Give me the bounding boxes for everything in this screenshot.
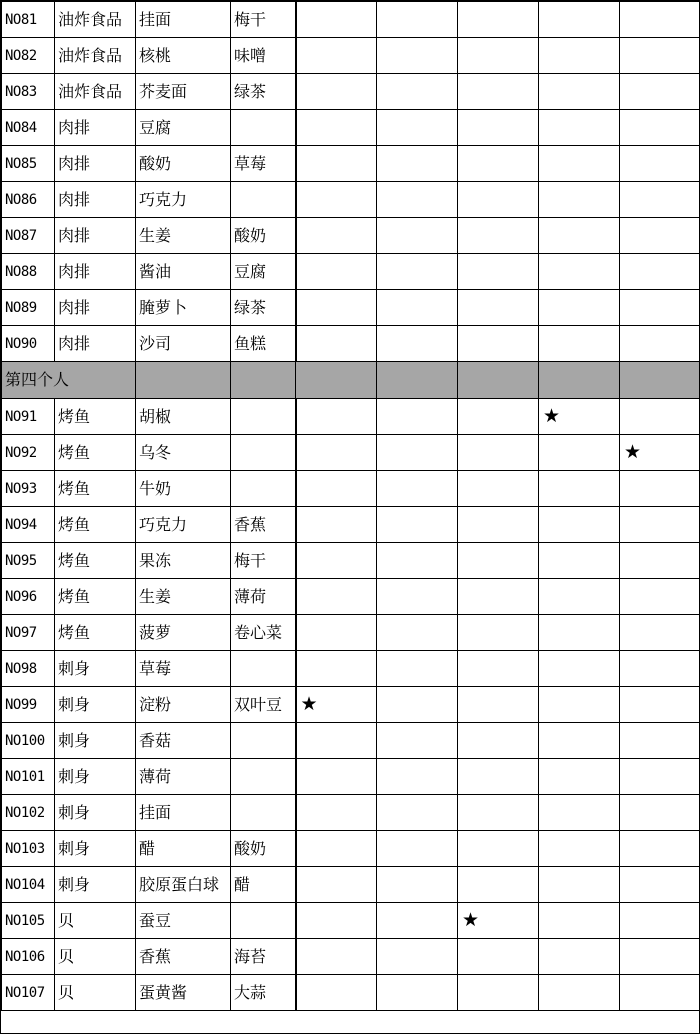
item-cell: 香菇 <box>136 723 231 759</box>
mark-cell <box>539 435 620 471</box>
table-row <box>2 2 700 38</box>
mark-cell <box>296 254 377 290</box>
item-extra-cell <box>231 795 296 831</box>
row-id-cell: NO83 <box>2 74 55 110</box>
item-cell: 乌冬 <box>136 435 231 471</box>
row-id-cell: NO92 <box>2 435 55 471</box>
mark-cell <box>377 38 458 74</box>
star-icon: ★ <box>543 405 561 427</box>
mark-cell <box>539 507 620 543</box>
category-cell: 肉排 <box>55 218 136 254</box>
mark-cell <box>296 471 377 507</box>
table-row <box>2 903 700 939</box>
mark-cell <box>539 723 620 759</box>
item-extra-cell: 酸奶 <box>231 831 296 867</box>
mark-cell <box>539 254 620 290</box>
table-row <box>2 939 700 975</box>
mark-cell <box>458 831 539 867</box>
item-extra-cell <box>231 903 296 939</box>
mark-cell <box>377 903 458 939</box>
mark-cell <box>377 218 458 254</box>
section-cell <box>231 362 296 399</box>
mark-cell <box>620 290 700 326</box>
table-row <box>2 326 700 362</box>
mark-cell <box>296 687 377 723</box>
mark-cell <box>296 903 377 939</box>
category-cell: 刺身 <box>55 687 136 723</box>
mark-cell <box>296 507 377 543</box>
item-extra-cell: 豆腐 <box>231 254 296 290</box>
mark-cell <box>620 939 700 975</box>
item-cell: 巧克力 <box>136 182 231 218</box>
category-cell: 贝 <box>55 939 136 975</box>
row-id-cell: NO90 <box>2 326 55 362</box>
row-id-cell: NO107 <box>2 975 55 1011</box>
section-cell <box>620 362 700 399</box>
category-cell: 烤鱼 <box>55 543 136 579</box>
mark-cell <box>620 326 700 362</box>
mark-cell <box>620 2 700 38</box>
mark-cell <box>296 399 377 435</box>
item-extra-cell: 绿茶 <box>231 74 296 110</box>
mark-cell <box>296 74 377 110</box>
item-extra-cell: 鱼糕 <box>231 326 296 362</box>
mark-cell <box>377 471 458 507</box>
item-extra-cell: 醋 <box>231 867 296 903</box>
category-cell: 烤鱼 <box>55 507 136 543</box>
mark-cell <box>620 399 700 435</box>
category-cell: 贝 <box>55 975 136 1011</box>
mark-cell <box>620 507 700 543</box>
item-extra-cell: 香蕉 <box>231 507 296 543</box>
item-extra-cell: 梅干 <box>231 2 296 38</box>
mark-cell <box>377 543 458 579</box>
star-icon: ★ <box>462 909 480 931</box>
mark-cell <box>377 290 458 326</box>
mark-cell <box>377 254 458 290</box>
section-label: 第四个人 <box>2 362 136 399</box>
mark-cell <box>620 110 700 146</box>
item-extra-cell: 绿茶 <box>231 290 296 326</box>
item-cell: 果冻 <box>136 543 231 579</box>
mark-cell <box>296 326 377 362</box>
mark-cell <box>458 146 539 182</box>
category-cell: 肉排 <box>55 110 136 146</box>
mark-cell <box>458 74 539 110</box>
row-id-cell: NO100 <box>2 723 55 759</box>
mark-cell <box>539 651 620 687</box>
table-row <box>2 867 700 903</box>
row-id-cell: NO82 <box>2 38 55 74</box>
item-extra-cell: 卷心菜 <box>231 615 296 651</box>
mark-cell <box>377 74 458 110</box>
category-cell: 刺身 <box>55 759 136 795</box>
row-id-cell: NO98 <box>2 651 55 687</box>
mark-cell <box>458 867 539 903</box>
mark-cell <box>539 615 620 651</box>
mark-cell <box>296 110 377 146</box>
row-id-cell: NO93 <box>2 471 55 507</box>
mark-cell <box>377 579 458 615</box>
category-cell: 刺身 <box>55 651 136 687</box>
row-id-cell: NO99 <box>2 687 55 723</box>
mark-cell <box>458 254 539 290</box>
mark-cell <box>377 687 458 723</box>
table-row <box>2 759 700 795</box>
mark-cell <box>539 326 620 362</box>
mark-cell <box>539 399 620 435</box>
mark-cell <box>539 795 620 831</box>
row-id-cell: NO102 <box>2 795 55 831</box>
category-cell: 烤鱼 <box>55 615 136 651</box>
mark-cell <box>620 38 700 74</box>
category-cell: 烤鱼 <box>55 471 136 507</box>
mark-cell <box>539 182 620 218</box>
item-extra-cell <box>231 723 296 759</box>
mark-cell <box>377 867 458 903</box>
item-cell: 淀粉 <box>136 687 231 723</box>
section-cell <box>377 362 458 399</box>
mark-cell <box>620 651 700 687</box>
mark-cell <box>377 615 458 651</box>
item-cell: 豆腐 <box>136 110 231 146</box>
mark-cell <box>458 507 539 543</box>
section-cell <box>539 362 620 399</box>
table-row <box>2 146 700 182</box>
row-id-cell: NO91 <box>2 399 55 435</box>
mark-cell <box>620 182 700 218</box>
table-row <box>2 38 700 74</box>
mark-cell <box>539 146 620 182</box>
mark-cell <box>620 74 700 110</box>
mark-cell <box>620 146 700 182</box>
mark-cell <box>458 615 539 651</box>
item-cell: 蚕豆 <box>136 903 231 939</box>
item-cell: 胶原蛋白球 <box>136 867 231 903</box>
item-extra-cell: 酸奶 <box>231 218 296 254</box>
mark-cell <box>620 579 700 615</box>
table-row <box>2 507 700 543</box>
mark-cell <box>539 687 620 723</box>
item-cell: 芥麦面 <box>136 74 231 110</box>
table-body <box>2 2 700 1011</box>
mark-cell <box>620 471 700 507</box>
mark-cell <box>296 651 377 687</box>
mark-cell <box>458 939 539 975</box>
mark-cell <box>296 435 377 471</box>
mark-cell <box>296 2 377 38</box>
row-id-cell: NO95 <box>2 543 55 579</box>
row-id-cell: NO104 <box>2 867 55 903</box>
mark-cell <box>296 723 377 759</box>
mark-cell <box>296 543 377 579</box>
mark-cell <box>458 326 539 362</box>
mark-cell <box>620 723 700 759</box>
star-icon: ★ <box>624 441 642 463</box>
table-row <box>2 435 700 471</box>
section-cell <box>458 362 539 399</box>
section-cell <box>296 362 377 399</box>
row-id-cell: NO101 <box>2 759 55 795</box>
mark-cell <box>377 146 458 182</box>
table-row <box>2 831 700 867</box>
mark-cell <box>539 759 620 795</box>
mark-cell <box>377 759 458 795</box>
item-extra-cell <box>231 182 296 218</box>
mark-cell <box>458 795 539 831</box>
category-cell: 刺身 <box>55 723 136 759</box>
category-cell: 烤鱼 <box>55 579 136 615</box>
item-extra-cell <box>231 651 296 687</box>
table-row <box>2 290 700 326</box>
row-id-cell: NO88 <box>2 254 55 290</box>
mark-cell <box>539 975 620 1011</box>
mark-cell <box>539 218 620 254</box>
mark-cell <box>296 831 377 867</box>
item-extra-cell: 大蒜 <box>231 975 296 1011</box>
mark-cell <box>377 2 458 38</box>
mark-cell <box>620 435 700 471</box>
mark-cell <box>377 110 458 146</box>
mark-cell <box>296 182 377 218</box>
mark-cell <box>377 975 458 1011</box>
star-icon: ★ <box>300 693 318 715</box>
category-cell: 肉排 <box>55 326 136 362</box>
mark-cell <box>296 38 377 74</box>
category-cell: 肉排 <box>55 290 136 326</box>
mark-cell <box>458 759 539 795</box>
item-cell: 草莓 <box>136 651 231 687</box>
item-cell: 菠萝 <box>136 615 231 651</box>
mark-cell <box>458 182 539 218</box>
item-cell: 醋 <box>136 831 231 867</box>
row-id-cell: NO105 <box>2 903 55 939</box>
item-cell: 生姜 <box>136 579 231 615</box>
mark-cell <box>539 38 620 74</box>
item-extra-cell <box>231 399 296 435</box>
mark-cell <box>620 795 700 831</box>
mark-cell <box>296 218 377 254</box>
item-extra-cell: 梅干 <box>231 543 296 579</box>
mark-cell <box>458 687 539 723</box>
table-row <box>2 687 700 723</box>
row-id-cell: NO103 <box>2 831 55 867</box>
item-extra-cell <box>231 471 296 507</box>
item-extra-cell: 薄荷 <box>231 579 296 615</box>
mark-cell <box>458 903 539 939</box>
category-cell: 烤鱼 <box>55 399 136 435</box>
mark-cell <box>377 435 458 471</box>
item-cell: 沙司 <box>136 326 231 362</box>
mark-cell <box>458 38 539 74</box>
mark-cell <box>296 146 377 182</box>
table-row <box>2 795 700 831</box>
mark-cell <box>377 399 458 435</box>
row-id-cell: NO94 <box>2 507 55 543</box>
mark-cell <box>377 182 458 218</box>
category-cell: 油炸食品 <box>55 2 136 38</box>
category-cell: 刺身 <box>55 867 136 903</box>
mark-cell <box>539 290 620 326</box>
mark-cell <box>539 939 620 975</box>
mark-cell <box>458 435 539 471</box>
item-cell: 牛奶 <box>136 471 231 507</box>
category-cell: 肉排 <box>55 182 136 218</box>
section-header-row <box>2 362 700 399</box>
mark-cell <box>539 110 620 146</box>
mark-cell <box>620 254 700 290</box>
item-extra-cell: 味噌 <box>231 38 296 74</box>
mark-cell <box>377 507 458 543</box>
category-cell: 油炸食品 <box>55 38 136 74</box>
mark-cell <box>458 399 539 435</box>
mark-cell <box>458 975 539 1011</box>
item-cell: 腌萝卜 <box>136 290 231 326</box>
mark-cell <box>458 543 539 579</box>
table-row <box>2 399 700 435</box>
mark-cell <box>620 903 700 939</box>
table-row <box>2 543 700 579</box>
mark-cell <box>620 543 700 579</box>
table-row <box>2 975 700 1011</box>
row-id-cell: NO81 <box>2 2 55 38</box>
mark-cell <box>620 687 700 723</box>
mark-cell <box>620 975 700 1011</box>
item-cell: 巧克力 <box>136 507 231 543</box>
table-row <box>2 651 700 687</box>
mark-cell <box>377 939 458 975</box>
table-row <box>2 110 700 146</box>
row-id-cell: NO97 <box>2 615 55 651</box>
row-id-cell: NO87 <box>2 218 55 254</box>
mark-cell <box>377 651 458 687</box>
row-id-cell: NO106 <box>2 939 55 975</box>
category-cell: 贝 <box>55 903 136 939</box>
food-table <box>1 1 700 1011</box>
item-cell: 挂面 <box>136 795 231 831</box>
item-extra-cell: 双叶豆 <box>231 687 296 723</box>
item-cell: 核桃 <box>136 38 231 74</box>
mark-cell <box>458 290 539 326</box>
mark-cell <box>296 579 377 615</box>
mark-cell <box>296 290 377 326</box>
mark-cell <box>539 74 620 110</box>
mark-cell <box>620 218 700 254</box>
mark-cell <box>458 2 539 38</box>
mark-cell <box>296 867 377 903</box>
row-id-cell: NO96 <box>2 579 55 615</box>
item-cell: 酱油 <box>136 254 231 290</box>
mark-cell <box>620 831 700 867</box>
section-cell <box>136 362 231 399</box>
category-cell: 烤鱼 <box>55 435 136 471</box>
mark-cell <box>458 651 539 687</box>
mark-cell <box>539 831 620 867</box>
row-id-cell: NO89 <box>2 290 55 326</box>
mark-cell <box>377 326 458 362</box>
mark-cell <box>458 110 539 146</box>
item-extra-cell <box>231 759 296 795</box>
item-extra-cell: 草莓 <box>231 146 296 182</box>
table-row <box>2 615 700 651</box>
item-cell: 生姜 <box>136 218 231 254</box>
item-cell: 酸奶 <box>136 146 231 182</box>
item-extra-cell <box>231 110 296 146</box>
category-cell: 油炸食品 <box>55 74 136 110</box>
mark-cell <box>296 759 377 795</box>
item-cell: 薄荷 <box>136 759 231 795</box>
row-id-cell: NO84 <box>2 110 55 146</box>
mark-cell <box>296 795 377 831</box>
item-cell: 香蕉 <box>136 939 231 975</box>
mark-cell <box>458 218 539 254</box>
mark-cell <box>539 543 620 579</box>
item-cell: 蛋黄酱 <box>136 975 231 1011</box>
table-row <box>2 723 700 759</box>
category-cell: 刺身 <box>55 795 136 831</box>
mark-cell <box>296 615 377 651</box>
item-extra-cell <box>231 435 296 471</box>
mark-cell <box>539 903 620 939</box>
mark-cell <box>296 975 377 1011</box>
mark-cell <box>539 471 620 507</box>
table-row <box>2 74 700 110</box>
category-cell: 肉排 <box>55 146 136 182</box>
mark-cell <box>620 867 700 903</box>
table-row <box>2 218 700 254</box>
mark-cell <box>458 723 539 759</box>
mark-cell <box>539 2 620 38</box>
mark-cell <box>377 723 458 759</box>
mark-cell <box>539 867 620 903</box>
item-extra-cell: 海苔 <box>231 939 296 975</box>
mark-cell <box>539 579 620 615</box>
table-row <box>2 182 700 218</box>
row-id-cell: NO85 <box>2 146 55 182</box>
mark-cell <box>620 615 700 651</box>
table-row <box>2 471 700 507</box>
mark-cell <box>458 579 539 615</box>
table-row <box>2 579 700 615</box>
item-cell: 胡椒 <box>136 399 231 435</box>
mark-cell <box>377 831 458 867</box>
category-cell: 肉排 <box>55 254 136 290</box>
item-cell: 挂面 <box>136 2 231 38</box>
table-row <box>2 254 700 290</box>
category-cell: 刺身 <box>55 831 136 867</box>
mark-cell <box>377 795 458 831</box>
mark-cell <box>296 939 377 975</box>
mark-cell <box>620 759 700 795</box>
mark-cell <box>458 471 539 507</box>
row-id-cell: NO86 <box>2 182 55 218</box>
